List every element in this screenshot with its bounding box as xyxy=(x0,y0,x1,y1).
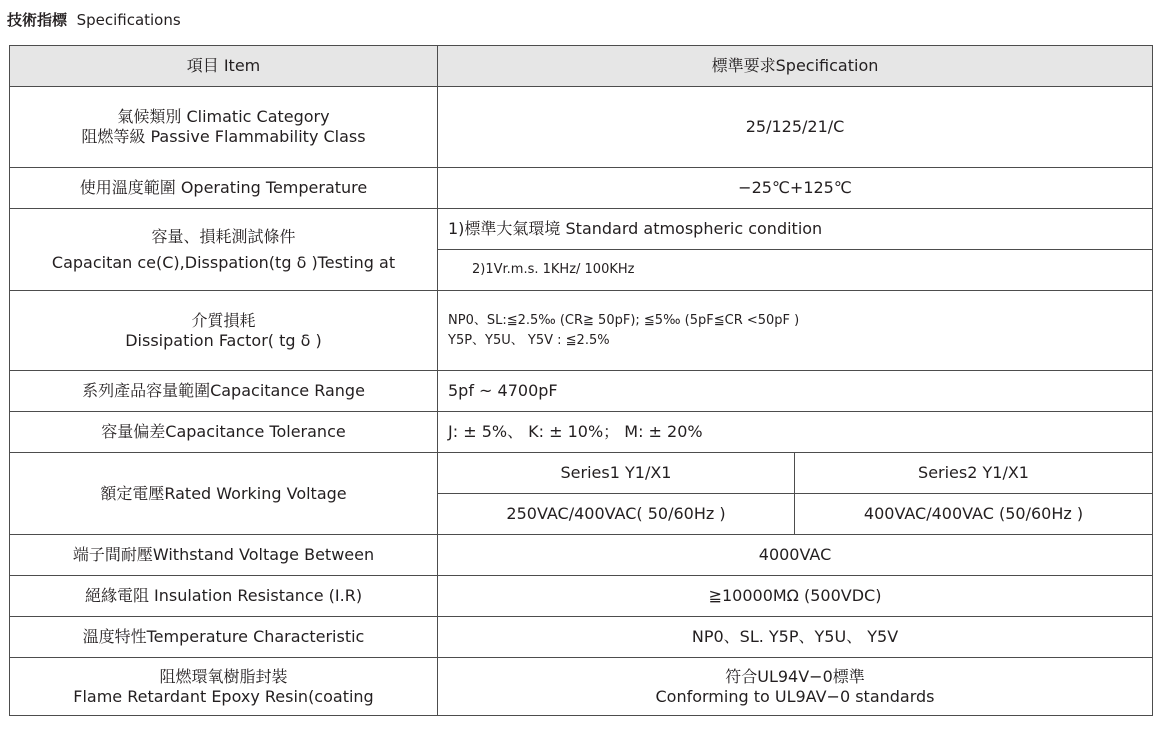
testing-label-line2: Capacitan ce(C),Disspation(tg δ )Testing at xyxy=(51,252,396,272)
dissipation-label-line2: Dissipation Factor( tg δ ) xyxy=(125,330,322,350)
header-specification: 標準要求Specification xyxy=(438,46,1153,87)
dissipation-value xyxy=(438,291,1153,371)
row-temperature-characteristic xyxy=(10,617,1153,658)
withstand-value: 4000VAC xyxy=(438,535,1153,576)
cap-range-label: 系列產品容量範圍Capacitance Range xyxy=(10,371,438,412)
flame-label-line2: Flame Retardant Epoxy Resin(coating xyxy=(73,686,374,706)
rated-voltage-label: 額定電壓Rated Working Voltage xyxy=(10,453,438,535)
climatic-label-line2: 阻燃等級 Passive Flammability Class xyxy=(81,127,366,146)
insulation-label: 絕緣電阻 Insulation Resistance (I.R) xyxy=(10,576,438,617)
page-title-zh: 技術指標 xyxy=(7,11,68,29)
dissipation-value-line1: NP0、SL:≦2.5‰ (CR≧ 50pF); ≦5‰ (5pF≦CR <50pF ) xyxy=(448,312,800,328)
dissipation-value-line2: Y5P、Y5U、 Y5V : ≦2.5% xyxy=(448,332,610,348)
testing-value-line2: 2)1Vr.m.s. 1KHz/ 100KHz xyxy=(438,250,1153,291)
cap-tolerance-value: J: ± 5%、 K: ± 10%； M: ± 20% xyxy=(438,412,1153,453)
flame-label xyxy=(10,658,438,716)
climatic-value: 25/125/21/C xyxy=(438,87,1153,168)
rated-voltage-series2-name: Series2 Y1/X1 xyxy=(795,453,1153,494)
testing-label xyxy=(10,209,438,291)
row-testing-conditions-1 xyxy=(10,209,1153,250)
operating-temp-value: −25℃+125℃ xyxy=(438,168,1153,209)
row-climatic-category xyxy=(10,87,1153,168)
row-operating-temperature xyxy=(10,168,1153,209)
row-insulation-resistance xyxy=(10,576,1153,617)
cap-range-value: 5pf ~ 4700pF xyxy=(438,371,1153,412)
rated-voltage-series1-value: 250VAC/400VAC( 50/60Hz ) xyxy=(438,494,795,535)
testing-label-line1: 容量、損耗測試條件 xyxy=(151,226,296,246)
withstand-label: 端子間耐壓Withstand Voltage Between xyxy=(10,535,438,576)
testing-value-line1: 1)標準大氣環境 Standard atmospheric condition xyxy=(438,209,1153,250)
climatic-label xyxy=(10,87,438,168)
rated-voltage-series1-name: Series1 Y1/X1 xyxy=(438,453,795,494)
row-withstand-voltage xyxy=(10,535,1153,576)
rated-voltage-series2-value: 400VAC/400VAC (50/60Hz ) xyxy=(795,494,1153,535)
header-row xyxy=(10,46,1153,87)
row-capacitance-tolerance xyxy=(10,412,1153,453)
operating-temp-label: 使用溫度範圍 Operating Temperature xyxy=(10,168,438,209)
flame-label-line1: 阻燃環氧樹脂封裝 xyxy=(159,666,288,686)
flame-value-line1: 符合UL94V−0標準 xyxy=(725,666,865,686)
page-title-en: Specifications xyxy=(76,11,181,29)
row-capacitance-range xyxy=(10,371,1153,412)
temp-char-value: NP0、SL. Y5P、Y5U、 Y5V xyxy=(438,617,1153,658)
specifications-table xyxy=(9,45,1153,716)
row-rated-voltage-1 xyxy=(10,453,1153,494)
temp-char-label: 溫度特性Temperature Characteristic xyxy=(10,617,438,658)
climatic-label-line1: 氣候類別 Climatic Category xyxy=(117,107,330,126)
insulation-value: ≧10000MΩ (500VDC) xyxy=(438,576,1153,617)
cap-tolerance-label: 容量偏差Capacitance Tolerance xyxy=(10,412,438,453)
flame-value-line2: Conforming to UL9AV−0 standards xyxy=(655,686,935,706)
dissipation-label-line1: 介質損耗 xyxy=(191,310,256,330)
row-flame-retardant xyxy=(10,658,1153,716)
header-item: 項目 Item xyxy=(10,46,438,87)
flame-value xyxy=(438,658,1153,716)
row-dissipation-factor xyxy=(10,291,1153,371)
dissipation-label xyxy=(10,291,438,371)
page-title xyxy=(7,10,181,30)
